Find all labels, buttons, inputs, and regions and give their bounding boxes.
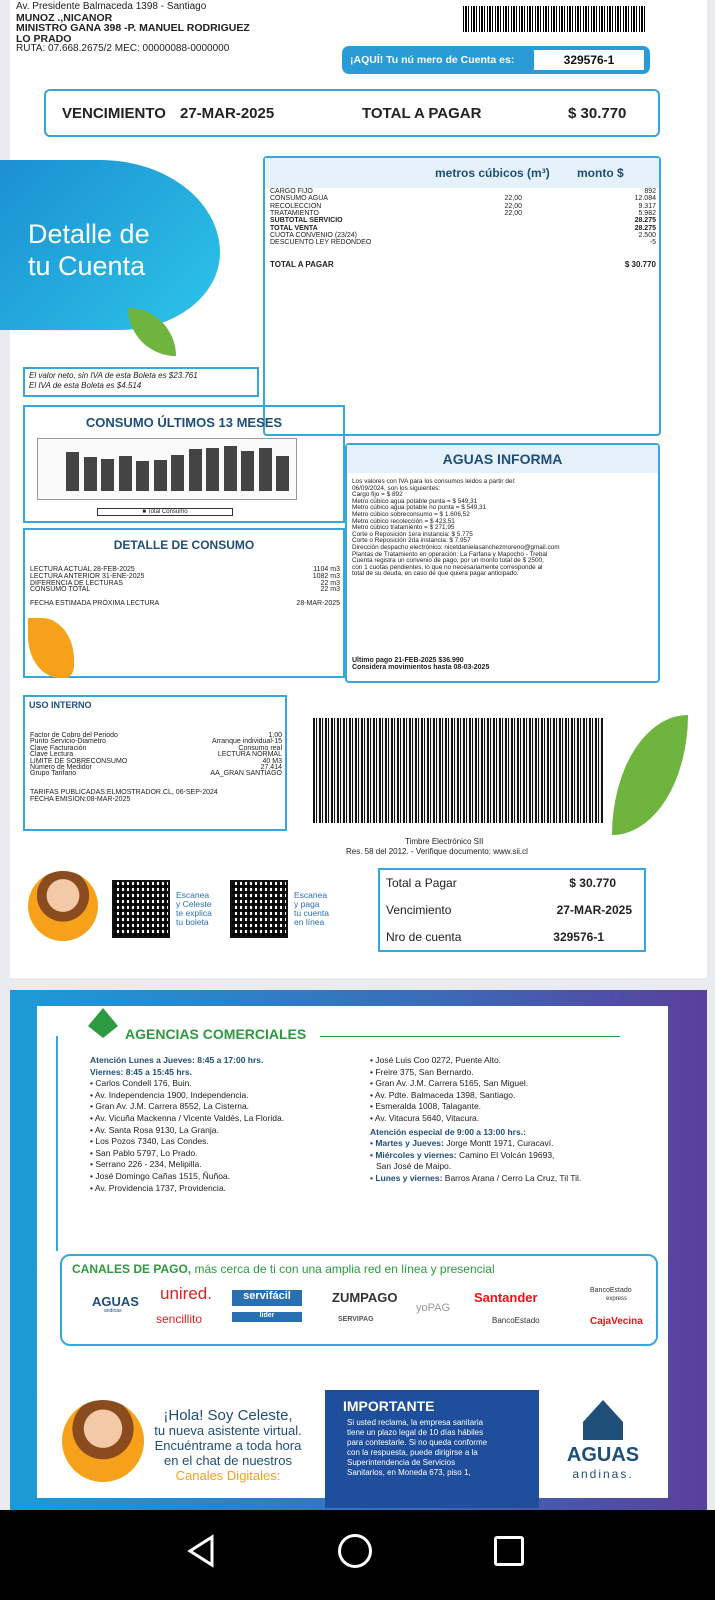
- canales-title: [72, 1262, 495, 1276]
- consumo-bar: [206, 448, 219, 491]
- emision-line: FECHA EMISION:08-MAR-2025: [30, 796, 131, 803]
- importante-lines: [325, 1414, 539, 1478]
- consumo-row-value: 1082 m3: [312, 572, 340, 580]
- title-line2: tu Cuenta: [28, 251, 146, 281]
- special-day: • Lunes y viernes:: [370, 1172, 443, 1183]
- qr-a-line: te explica: [176, 908, 212, 918]
- celeste-line: Encuéntrame a toda hora: [154, 1438, 302, 1453]
- celeste-avatar-large: [62, 1400, 144, 1482]
- servifacil-logo: servifácil: [232, 1290, 302, 1306]
- importante-line: Superintendencia de Servicios: [347, 1458, 456, 1467]
- qr-b-line: Escanea: [294, 890, 328, 900]
- customer-name: MUNOZ .,NICANOR: [16, 11, 113, 24]
- consumo-bar: [171, 455, 184, 491]
- timbre-resolution: Res. 58 del 2012. - Verifique documento: www.sii.cl: [346, 847, 528, 856]
- detail-item-qty: 22,00: [504, 202, 522, 210]
- canales-title-bold: CANALES DE PAGO,: [72, 1262, 192, 1276]
- sencillito-logo: sencillito: [156, 1312, 203, 1326]
- consumo-bar: [224, 446, 237, 492]
- agencia-item: • Av. Independencia 1900, Independencia.: [90, 1089, 249, 1100]
- summary-venc-label: Vencimiento: [386, 903, 452, 917]
- account-banner: [342, 46, 650, 74]
- uso-row-value: Arranque individual-15: [211, 738, 282, 746]
- route-code: RUTA: 07.668.2675/2 MEC: 00000088-0000000: [16, 43, 230, 54]
- agencia-item: • Freire 375, San Bernardo.: [370, 1066, 474, 1077]
- importante-title: IMPORTANTE: [343, 1398, 435, 1414]
- qr-b-line: en línea: [294, 917, 325, 927]
- next-reading-date: 28-MAR-2025: [296, 600, 340, 607]
- express-text: express: [606, 1296, 628, 1302]
- qr-celeste-text: [176, 891, 212, 927]
- agencias-divider: [320, 1036, 620, 1037]
- timbre-label: Timbre Electrónico SII: [405, 837, 484, 846]
- header-barcode: [463, 6, 645, 32]
- qr-b-line: y paga: [294, 899, 320, 909]
- importante-box: [325, 1390, 539, 1508]
- agencia-item: • Av. Pdte. Balmaceda 1398, Santiago.: [370, 1089, 516, 1100]
- detail-item-amount: 892: [644, 188, 656, 195]
- brand-line1: AGUAS: [566, 1444, 640, 1466]
- uso-row-value: LECTURA NORMAL: [217, 751, 282, 759]
- neto-box: [23, 367, 259, 397]
- detail-total-value: $ 30.770: [624, 260, 656, 269]
- timbre-barcode: [313, 718, 603, 823]
- brand-line2: andinas.: [572, 1467, 634, 1481]
- consumo-bar: [241, 451, 254, 491]
- agencia-item: • Av. Vitacura 5640, Vitacura.: [370, 1112, 480, 1123]
- title-line1: Detalle de: [28, 219, 150, 249]
- agencia-item: • Gran Av. J.M. Carrera 5165, San Miguel.: [370, 1078, 529, 1089]
- uso-row-value: 40 M3: [262, 757, 282, 765]
- aguas-informa-line: Metro cúbico agua potable no punta = $ 549,31: [352, 504, 487, 512]
- detalle-consumo-title: DETALLE DE CONSUMO: [113, 538, 255, 552]
- agencia-item: • San Pablo 5797, Lo Prado.: [90, 1147, 198, 1158]
- home-nav-icon[interactable]: [338, 1534, 372, 1568]
- due-label: VENCIMIENTO: [62, 105, 166, 122]
- aguas-informa-title: AGUAS INFORMA: [347, 445, 658, 473]
- consumo-bar: [276, 456, 289, 491]
- consumo-row-value: 1104 m3: [313, 566, 340, 573]
- consumo-bar: [84, 457, 97, 491]
- special-day: • Miércoles y viernes:: [370, 1149, 457, 1160]
- agencias-title: AGENCIAS COMERCIALES: [125, 1026, 307, 1042]
- next-reading-label: FECHA ESTIMADA PRÓXIMA LECTURA: [30, 600, 160, 607]
- bancoestado-express-logo: BancoEstado: [590, 1287, 632, 1294]
- special-hours: Atención especial de 9:00 a 13:00 hrs.:: [370, 1126, 526, 1137]
- agencias-right: [370, 1055, 581, 1185]
- detail-item-amount: 5.982: [638, 209, 656, 217]
- chart-legend: ■ Total Consumo: [97, 508, 233, 516]
- android-nav-bar: [0, 1510, 715, 1600]
- summary-total: $ 30.770: [569, 876, 616, 890]
- summary-total-label: Total a Pagar: [386, 876, 457, 890]
- uso-row-value: 27.414: [260, 764, 282, 771]
- due-box: [44, 89, 660, 137]
- qr-a-line: tu boleta: [176, 917, 209, 927]
- special-place: Jorge Montt 1971, Curacaví.: [443, 1138, 554, 1149]
- detail-item-name: TOTAL VENTA: [270, 224, 318, 232]
- consumo-row-value: 22 m3: [320, 586, 340, 594]
- aguas-informa-line: Metro cúbico tratamiento = $ 271,95: [352, 524, 455, 532]
- detail-col-monto: monto $: [577, 166, 624, 180]
- agencia-item: • Serrano 226 - 234, Melipilla.: [90, 1159, 202, 1170]
- recents-nav-icon[interactable]: [494, 1536, 524, 1566]
- legend-label: Total Consumo: [147, 509, 188, 515]
- hours-friday: Viernes: 8:45 a 15:45 hrs.: [90, 1066, 192, 1077]
- agencia-item: • Esmeralda 1008, Talagante.: [370, 1101, 482, 1112]
- aguas-informa-line: Corte o Reposición 2da instancia: $ 7.957: [352, 537, 471, 545]
- agencia-item: • Av. Providencia 1737, Providencia.: [90, 1182, 226, 1193]
- consumo-row-label: DIFERENCIA DE LECTURAS: [30, 579, 123, 587]
- account-number: 329576-1: [534, 50, 644, 70]
- detail-item-amount: 12.084: [634, 195, 656, 203]
- movements-note: Considera movimientos hasta 08-03-2025: [352, 664, 490, 671]
- consumo-bar: [101, 459, 114, 492]
- consumo-row-label: LECTURA ACTUAL 28-FEB-2025: [30, 566, 135, 573]
- detail-item-name: TRATAMIENTO: [270, 209, 319, 217]
- aguas-andinas-subtext: andinas: [104, 1308, 122, 1314]
- uso-row-label: Clave Facturación: [30, 744, 87, 752]
- special-place: Barros Arana / Cerro La Cruz, Til Til.: [442, 1172, 582, 1183]
- agencias-right-list: [370, 1055, 581, 1125]
- customer-city: LO PRADO: [16, 32, 72, 45]
- canales-title-rest: más cerca de ti con una amplia red en línea y presencial: [191, 1262, 495, 1276]
- qr-pay[interactable]: [230, 880, 288, 938]
- agencias-left-list: [90, 1078, 284, 1194]
- detail-item-name: CONSUMO AGUA: [270, 195, 328, 203]
- detail-item-amount: -5: [649, 239, 656, 247]
- qr-a-line: Escanea: [176, 890, 210, 900]
- importante-line: Si usted reclama, la empresa sanitaria: [347, 1418, 484, 1427]
- detail-item-amount: 9.317: [638, 202, 656, 210]
- uso-row-label: Número de Medidor: [30, 764, 92, 771]
- aguas-informa-line: Cuenta registra un convenio de pago, por un monto total de $ 2500,: [352, 557, 544, 565]
- bancoestado-logo: BancoEstado: [492, 1316, 540, 1325]
- total-label: TOTAL A PAGAR: [362, 105, 482, 122]
- yopag-logo: yoPAG: [416, 1302, 451, 1314]
- special-place-cont: San José de Maipo.: [376, 1161, 452, 1172]
- consumo-row-label: CONSUMO TOTAL: [30, 586, 91, 594]
- qr-a-line: y Celeste: [176, 899, 212, 909]
- uso-row-value: AA_GRAN SANTIAGO: [210, 770, 282, 778]
- aguas-informa-line: Corte o Reposición 1era instancia: $ 5.775: [352, 530, 473, 538]
- last-payment: Ultimo pago 21-FEB-2025 $36.990: [352, 657, 464, 664]
- celeste-avatar: [28, 871, 98, 941]
- agencia-item: • Carlos Condell 176, Buin.: [90, 1078, 192, 1089]
- celeste-line: Canales Digitales:: [175, 1468, 281, 1483]
- uso-row-label: Clave Lectura: [30, 751, 74, 759]
- aguas-informa-line: Metro cúbico agua potable punta = $ 549,31: [352, 497, 478, 505]
- celeste-message: [138, 1408, 318, 1483]
- neto-line: El valor neto, sin IVA de esta Boleta es $23.761: [29, 371, 198, 380]
- special-place: Camino El Volcán 19693,: [456, 1149, 555, 1160]
- detail-total-label: TOTAL A PAGAR: [270, 260, 334, 269]
- consumo-row-label: LECTURA ANTERIOR 31-ENE-2025: [30, 572, 145, 580]
- aguas-informa-line: Los valores con IVA para los consumos leidos a partir del:: [352, 478, 516, 485]
- uso-row-label: Grupo Tarifario: [30, 770, 77, 778]
- summary-nro: 329576-1: [553, 930, 604, 944]
- agencia-item: • José Domingo Cañas 1515, Ñuñoa.: [90, 1170, 231, 1181]
- aguas-andinas-brand: [548, 1400, 658, 1481]
- customer-header: [16, 2, 250, 55]
- aguas-informa-line: 06/09/2024, son los siguientes:: [352, 484, 441, 492]
- summary-box: [378, 868, 646, 952]
- importante-line: tiene un plazo legal de 10 días hábiles: [347, 1428, 484, 1437]
- hours-weekday: Atención Lunes a Jueves: 8:45 a 17:00 hrs.: [90, 1055, 264, 1065]
- aguas-informa-line: con 1 cuotas pendientes, lo que no necesariamente corresponde al: [352, 563, 543, 571]
- detail-item-qty: 22,00: [504, 195, 522, 203]
- agencia-item: • Av. Vicuña Mackenna / Vicente Valdés, La Florida.: [90, 1112, 285, 1123]
- zumpago-logo: ZUMPAGO: [332, 1290, 398, 1305]
- detail-item-qty: 22,00: [504, 209, 522, 217]
- qr-b-line: tu cuenta: [294, 908, 329, 918]
- uso-row-label: Punto Servicio-Diametro: [30, 738, 106, 746]
- aguas-andinas-logo: AGUAS: [92, 1294, 139, 1309]
- customer-street: MINISTRO GANA 398 -P. MANUEL RODRIGUEZ: [16, 22, 250, 34]
- agencia-item: • Los Pozos 7340, Las Condes.: [90, 1136, 209, 1147]
- aguas-informa-line: Plantas de Tratamiento en operación: La Farfana y Mapocho - Trebal: [352, 550, 548, 558]
- importante-line: Sanitarios, en Moneda 673, piso 1,: [347, 1468, 471, 1477]
- detail-col-m3: metros cúbicos (m³): [435, 166, 550, 180]
- total-amount: $ 30.770: [568, 105, 627, 122]
- tarifas-line: TARIFAS PUBLICADAS:ELMOSTRADOR.CL, 06-SEP-2024: [30, 789, 218, 796]
- cajavecina-logo: CajaVecina: [590, 1316, 643, 1327]
- consumo13-title: CONSUMO ÚLTIMOS 13 MESES: [85, 415, 283, 430]
- detail-item-amount: 2.500: [638, 231, 656, 239]
- uso-row-value: Consumo real: [238, 744, 282, 752]
- celeste-line: en el chat de nuestros: [164, 1453, 292, 1468]
- agencias-left-rule: [56, 1036, 58, 1251]
- summary-nro-label: Nro de cuenta: [386, 930, 462, 944]
- detail-item-name: CARGO FIJO: [270, 188, 313, 195]
- agencia-item: • Gran Av. J.M. Carrera 8552, La Cisterna.: [90, 1101, 250, 1112]
- uso-row-label: Factor de Cobro del Periodo: [30, 732, 118, 739]
- agencias-left: [90, 1055, 284, 1194]
- due-date: 27-MAR-2025: [180, 105, 275, 122]
- consumo-bar: [119, 456, 132, 491]
- detail-item-name: DESCUENTO LEY REDONDEO: [270, 239, 372, 247]
- consumo-bar: [154, 460, 167, 491]
- aguas-informa-line: total de su deuda, en caso de que quiera pagar anticipado.: [352, 570, 519, 578]
- qr-celeste[interactable]: [112, 880, 170, 938]
- consumo-bar: [66, 452, 79, 491]
- back-nav-icon[interactable]: [186, 1534, 216, 1568]
- aguas-informa-line: Cargo fijo = $ 892: [352, 491, 403, 499]
- agencia-item: • José Luis Coo 0272, Puente Alto.: [370, 1055, 502, 1065]
- aguas-andinas-logo-icon: [583, 1400, 623, 1440]
- unired-logo: unired.: [160, 1284, 212, 1303]
- account-label: ¡AQUÍ! Tu nú mero de Cuenta es:: [350, 54, 515, 66]
- company-address: Av. Presidente Balmaceda 1398 - Santiago: [16, 1, 207, 12]
- aguas-informa-line: Metro cúbico sobreconsumo = $ 1.606,52: [352, 511, 470, 518]
- uso-title: USO INTERNO: [29, 700, 92, 710]
- consumo-bar: [259, 448, 272, 491]
- celeste-line: ¡Hola! Soy Celeste,: [163, 1407, 293, 1424]
- servipag-logo: SERVIPAG: [338, 1316, 374, 1323]
- detail-item-name: SUBTOTAL SERVICIO: [270, 217, 343, 225]
- uso-row-value: 1,00: [268, 732, 282, 739]
- detail-item-name: RECOLECCION: [270, 202, 322, 210]
- celeste-line: tu nueva asistente virtual.: [154, 1423, 302, 1438]
- consumo13-chart: [37, 438, 297, 500]
- summary-venc: 27-MAR-2025: [556, 903, 632, 917]
- aguas-informa-line: Metro cúbico recolección = $ 423,51: [352, 517, 455, 525]
- importante-line: para contestarle. Si no queda conforme: [347, 1438, 488, 1447]
- consumo-row-value: 22 m3: [320, 579, 340, 587]
- importante-line: con la respuesta, puede dirigirse a la: [347, 1448, 478, 1457]
- consumo-bar: [136, 461, 149, 491]
- detail-item-amount: 28.275: [634, 224, 656, 232]
- detail-item-amount: 28.275: [634, 217, 656, 225]
- santander-logo: Santander: [474, 1290, 538, 1305]
- special-day: • Martes y Jueves:: [370, 1138, 444, 1149]
- consumo-bar: [189, 449, 202, 491]
- iva-line: El IVA de esta Boleta es $4.514: [29, 381, 142, 390]
- lider-logo: lider: [232, 1312, 302, 1322]
- uso-row-label: LIMITE DE SOBRECONSUMO: [30, 757, 128, 765]
- agencia-item: • Av. Santa Rosa 9130, La Granja.: [90, 1124, 219, 1135]
- qr-pay-text: [294, 891, 329, 927]
- detail-header: [265, 158, 659, 188]
- detail-item-name: CUOTA CONVENIO (23/24): [270, 231, 358, 239]
- aguas-informa-line: Dirección despacho electrónico: nicetdanielasanchezmoreno@gmail.com: [352, 544, 560, 551]
